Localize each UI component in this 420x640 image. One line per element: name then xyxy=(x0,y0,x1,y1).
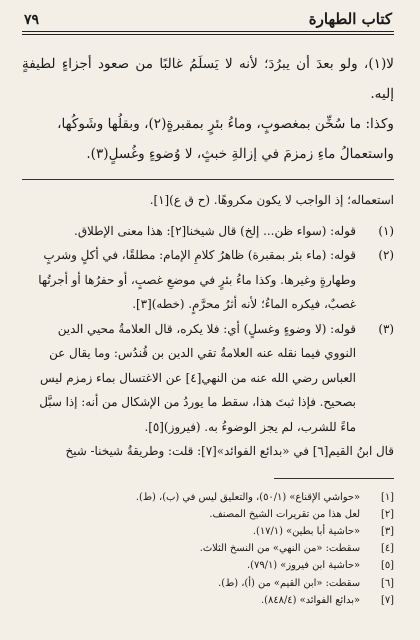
footnote xyxy=(22,540,394,557)
book-title: كتاب الطهارة xyxy=(308,10,392,28)
page-number: ٧٩ xyxy=(24,12,40,28)
commentary-continuation: قال ابنُ القيم[٦] في «بدائع الفوائد»[٧]: قلت: وطريقةُ شيخنا- شيخ xyxy=(65,444,394,458)
note-line: غصبٌ، فيكره الماءُ؛ لأنه أثرُ محرَّمٍ. (خطه)[٣]. xyxy=(132,297,356,311)
footnote-text: سقطت: «ابن القيم» من (أ)، (ط). xyxy=(218,577,360,589)
footnote-number: [٧] xyxy=(380,594,394,606)
main-text-line: واستعمالُ ماءِ زمزمَ في إزالةِ خبثٍ، لا وُضوءٍ وغُسلٍ(٣). xyxy=(86,146,394,162)
header-rule xyxy=(22,31,394,35)
text-separator xyxy=(22,179,394,180)
footnote-number: [٦] xyxy=(380,577,394,589)
note-number: (١) xyxy=(378,223,394,238)
footnotes xyxy=(22,489,394,609)
commentary xyxy=(22,188,394,464)
footnote xyxy=(22,506,394,523)
commentary-note xyxy=(22,219,394,244)
footnote-number: [٤] xyxy=(380,543,394,555)
footnote-text: «حواشي الإقناع» (٥٠/١)، والتعليق ليس في (ب)، (ط). xyxy=(135,491,360,503)
footnote-number: [٥] xyxy=(380,560,394,572)
footnote xyxy=(22,523,394,540)
main-text-line: وكذا: ما سُخِّن بمغصوبٍ، وماءُ بئرٍ بمقبرةٍ(٢)، وبقلُها وشَوكُها، xyxy=(57,116,394,132)
note-line: قوله: (سواء ظن... إلخ) قال شيخنا[٢]: هذا معنى الإطلاق. xyxy=(74,223,356,238)
footnote-separator xyxy=(274,478,394,479)
footnote xyxy=(22,489,394,506)
note-line: وطهارةٍ وغيرها. وكذا ماءُ بئرٍ في موضعِ غصبٍ، أو حفرُها أو أجرتُها xyxy=(38,272,356,287)
footnote-number: [٣] xyxy=(380,525,394,537)
note-number: (٣) xyxy=(378,321,394,336)
footnote xyxy=(22,592,394,609)
footnote xyxy=(22,575,394,592)
note-line: العباس رضي الله عنه من النهي[٤] عن الاغتسال بماء زمزم ليس xyxy=(40,370,356,385)
footnote-number: [٢] xyxy=(380,508,394,520)
note-line: النووي فيما نقله عنه العلامةُ تقي الدين بن قُندُس: وما يقال عن xyxy=(49,346,356,360)
footnote-text: لعل هذا من تقريرات الشيخ المصنف. xyxy=(209,508,360,520)
main-text xyxy=(22,49,394,169)
footnote xyxy=(22,557,394,574)
footnote-text: سقطت: «من النهي» من النسخ الثلاث. xyxy=(199,543,360,555)
note-line: قوله: (ماء بئر بمقبرة) ظاهرُ كلامِ الإمام: مطلقًا، في أكلٍ وشربٍ xyxy=(43,248,356,262)
commentary-intro: استعماله؛ إذ الواجب لا يكون مكروهًا. (ح ق ع)[١]. xyxy=(149,193,394,207)
footnote-text: «حاشية أبا بطين» (١٧/١). xyxy=(252,525,360,537)
running-header xyxy=(22,10,394,31)
note-number: (٢) xyxy=(378,248,394,262)
note-line: ماءً للشرب، لم يجز الوضوءُ به. (فيروز)[٥]. xyxy=(144,419,356,434)
footnote-text: «بدائع الفوائد» (٨٤٨/٤). xyxy=(261,594,360,606)
commentary-note xyxy=(22,317,394,440)
footnote-text: «حاشية ابن فيروز» (٧٩/١). xyxy=(247,560,360,572)
note-line: بصحيح. فإذا ثبتَ هذا، سقط ما يوردُ من الإشكال من أنه: إذا سبَّل xyxy=(39,395,356,409)
main-text-line: لا(١)، ولو بعدَ أن يبرُدَ؛ لأنه لا يَسلَمُ غالبًا من صعود أجزاءٍ لطيفةٍ إليه. xyxy=(22,56,394,102)
footnote-number: [١] xyxy=(380,491,394,503)
note-line: قوله: (لا وضوءٍ وغسلٍ) أي: فلا يكره، قال العلامةُ محيي الدين xyxy=(57,321,356,336)
commentary-note xyxy=(22,243,394,317)
